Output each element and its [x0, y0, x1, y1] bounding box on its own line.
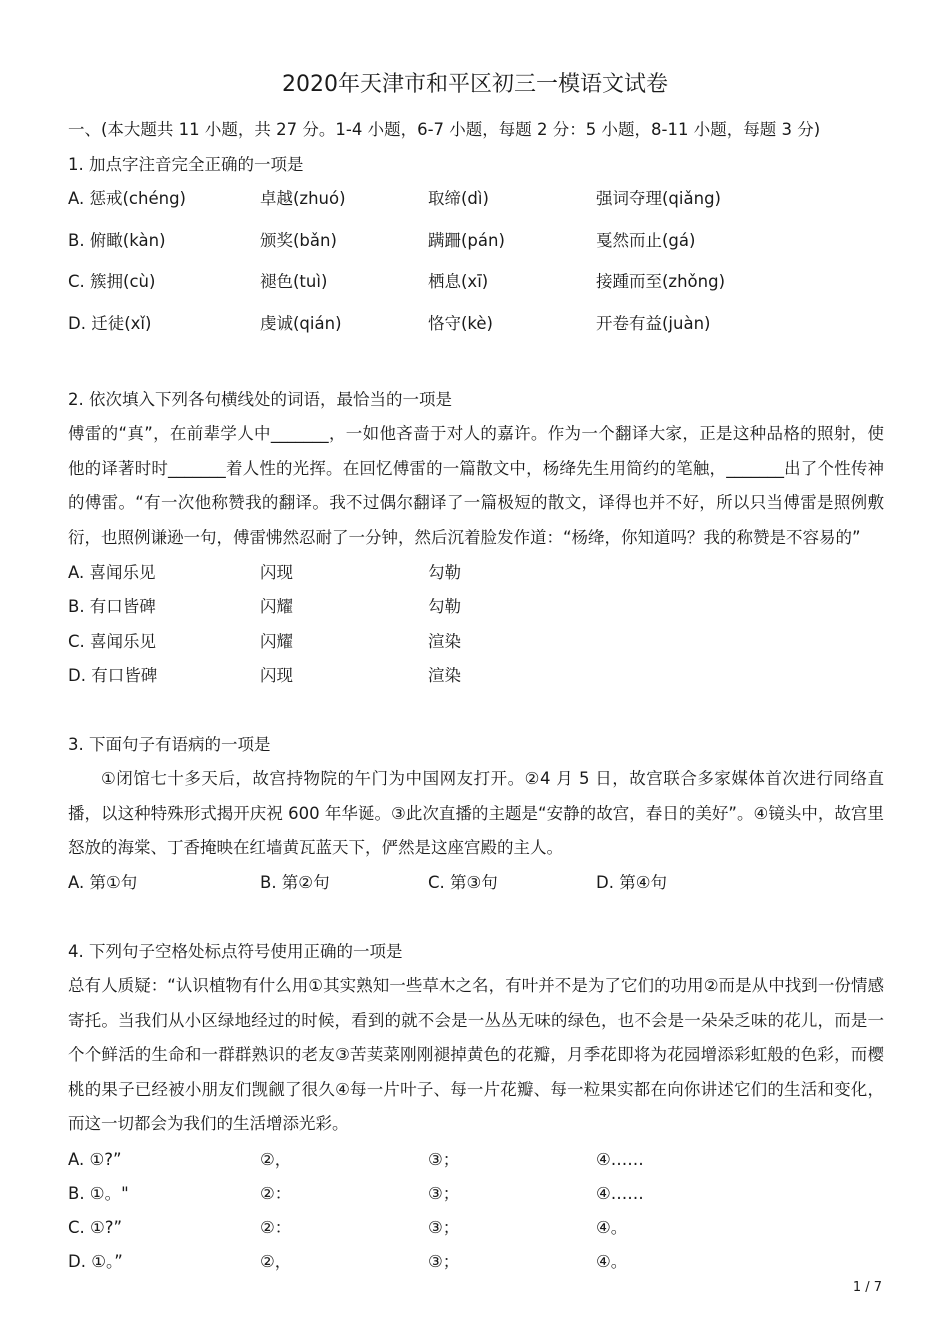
q3-options — [68, 870, 884, 896]
section-header: 一、(本大题共 11 小题，共 27 分。1-4 小题，6-7 小题，每题 2 分：5 小题，8-11 小题，每题 3 分) — [68, 120, 821, 139]
option-text: C. ①?” — [68, 1218, 123, 1237]
option-text: ④…… — [596, 1184, 644, 1203]
option-text: 渲染 — [428, 666, 461, 685]
q3-passage: ①闭馆七十多天后，故宫持物院的午门为中国网友打开。②4 月 5 日，故宫联合多家媒体首次进行同络直播，以这种特殊形式揭开庆祝 600 年华诞。③此次直播的主题是“安静的故宫，春日的美好”。④镜头中，故宫里怒放的海棠、丁香掩映在红墙黄瓦蓝天下，俨然是这座宫殿的主人。 — [68, 769, 884, 857]
option-text: 颁奖(bǎn) — [260, 231, 337, 250]
option-text: 恪守(kè) — [428, 314, 493, 333]
option-text: 栖息(xī) — [428, 272, 489, 291]
q2-option-a[interactable] — [68, 560, 884, 586]
option-text: 强词夺理(qiǎng) — [596, 189, 721, 208]
option-text: A. ①?” — [68, 1150, 122, 1169]
option-text: 取缔(dì) — [428, 189, 489, 208]
option-text: 戛然而止(gá) — [596, 231, 696, 250]
option-text: ③； — [428, 1218, 460, 1237]
option-text: ②， — [260, 1150, 292, 1169]
q2-stem: 2. 依次填入下列各句横线处的词语，最恰当的一项是 — [68, 390, 452, 409]
option-text: 闪现 — [260, 666, 293, 685]
q4-passage: 总有人质疑：“认识植物有什么用①其实熟知一些草木之名，有叶并不是为了它们的功用②而是从中找到一份情感寄托。当我们从小区绿地经过的时候，看到的就不会是一丛丛无味的绿色，也不会是一朵朵乏味的花儿，而是一个个鲜活的生命和一群群熟识的老友③苦荬菜刚刚褪掉黄色的花瓣，月季花即将为花园增添彩虹般的色彩，而樱桃的果子已经被小朋友们觊觎了很久④每一片叶子、每一片花瓣、每一粒果实都在向你讲述它们的生活和变化，而这一切都会为我们的生活增添光彩。 — [68, 976, 884, 1133]
option-text: 渲染 — [428, 632, 461, 651]
q4-stem: 4. 下列句子空格处标点符号使用正确的一项是 — [68, 942, 403, 961]
page-title: 2020年天津市和平区初三一模语文试卷 — [282, 72, 668, 97]
q1-stem: 1. 加点字注音完全正确的一项是 — [68, 155, 304, 174]
option-text: A. 惩戒(chéng) — [68, 189, 186, 208]
option-text: 虔诚(qián) — [260, 314, 342, 333]
option-text: ④。 — [596, 1252, 628, 1271]
q4-option-c[interactable] — [68, 1215, 884, 1241]
option-text: ③； — [428, 1150, 460, 1169]
option-text: 开卷有益(juàn) — [596, 314, 711, 333]
q3-option-a[interactable]: A. 第①句 — [68, 873, 138, 892]
option-text: ③； — [428, 1184, 460, 1203]
q1-option-a[interactable] — [68, 186, 884, 212]
q3-option-d[interactable]: D. 第④句 — [596, 873, 667, 892]
option-text: D. 有口皆碑 — [68, 666, 158, 685]
option-text: 接踵而至(zhǒng) — [596, 272, 726, 291]
q2-option-b[interactable] — [68, 594, 884, 620]
option-text: B. 有口皆碑 — [68, 597, 156, 616]
option-text: D. ①。” — [68, 1252, 123, 1271]
option-text: A. 喜闻乐见 — [68, 563, 156, 582]
option-text: 勾勒 — [428, 597, 461, 616]
option-text: D. 迁徒(xǐ) — [68, 314, 152, 333]
q4-option-b[interactable] — [68, 1181, 884, 1207]
q3-stem: 3. 下面句子有语病的一项是 — [68, 735, 271, 754]
option-text: ②： — [260, 1218, 292, 1237]
q2-option-d[interactable] — [68, 663, 884, 689]
option-text: ④。 — [596, 1218, 628, 1237]
option-text: 卓越(zhuó) — [260, 189, 346, 208]
option-text: ②： — [260, 1184, 292, 1203]
q1-option-c[interactable] — [68, 269, 884, 295]
option-text: 勾勒 — [428, 563, 461, 582]
option-text: ④…… — [596, 1150, 644, 1169]
option-text: 闪耀 — [260, 632, 293, 651]
option-text: 蹒跚(pán) — [428, 231, 505, 250]
option-text: ③； — [428, 1252, 460, 1271]
page-number: 1 / 7 — [852, 1280, 882, 1295]
q4-option-a[interactable] — [68, 1147, 884, 1173]
option-text: C. 簇拥(cù) — [68, 272, 156, 291]
q3-option-b[interactable]: B. 第②句 — [260, 873, 330, 892]
option-text: 褪色(tuì) — [260, 272, 328, 291]
q2-passage: 傅雷的“真”，在前辈学人中_______，一如他吝啬于对人的嘉许。作为一个翻译大家，正是这种品格的照射，使他的译著时时_______着人性的光挥。在回忆傅雷的一篇散文中，杨绛先生用简约的笔触，_______出了个性传神的傅雷。“有一次他称赞我的翻译。我不过偶尔翻译了一篇极短的散文，译得也并不好，所以只当傅雷是照例敷衍，也照例谦逊一句，傅雷怫然忍耐了一分钟，然后沉着脸发作道：“杨绛，你知道吗？我的称赞是不容易的” — [68, 424, 884, 547]
q1-option-b[interactable] — [68, 228, 884, 254]
q2-option-c[interactable] — [68, 629, 884, 655]
option-text: B. ①。" — [68, 1184, 129, 1203]
option-text: C. 喜闻乐见 — [68, 632, 157, 651]
option-text: 闪耀 — [260, 597, 293, 616]
q3-option-c[interactable]: C. 第③句 — [428, 873, 498, 892]
option-text: 闪现 — [260, 563, 293, 582]
q4-option-d[interactable] — [68, 1249, 884, 1275]
option-text: B. 俯瞰(kàn) — [68, 231, 166, 250]
q1-option-d[interactable] — [68, 311, 884, 337]
option-text: ②， — [260, 1252, 292, 1271]
